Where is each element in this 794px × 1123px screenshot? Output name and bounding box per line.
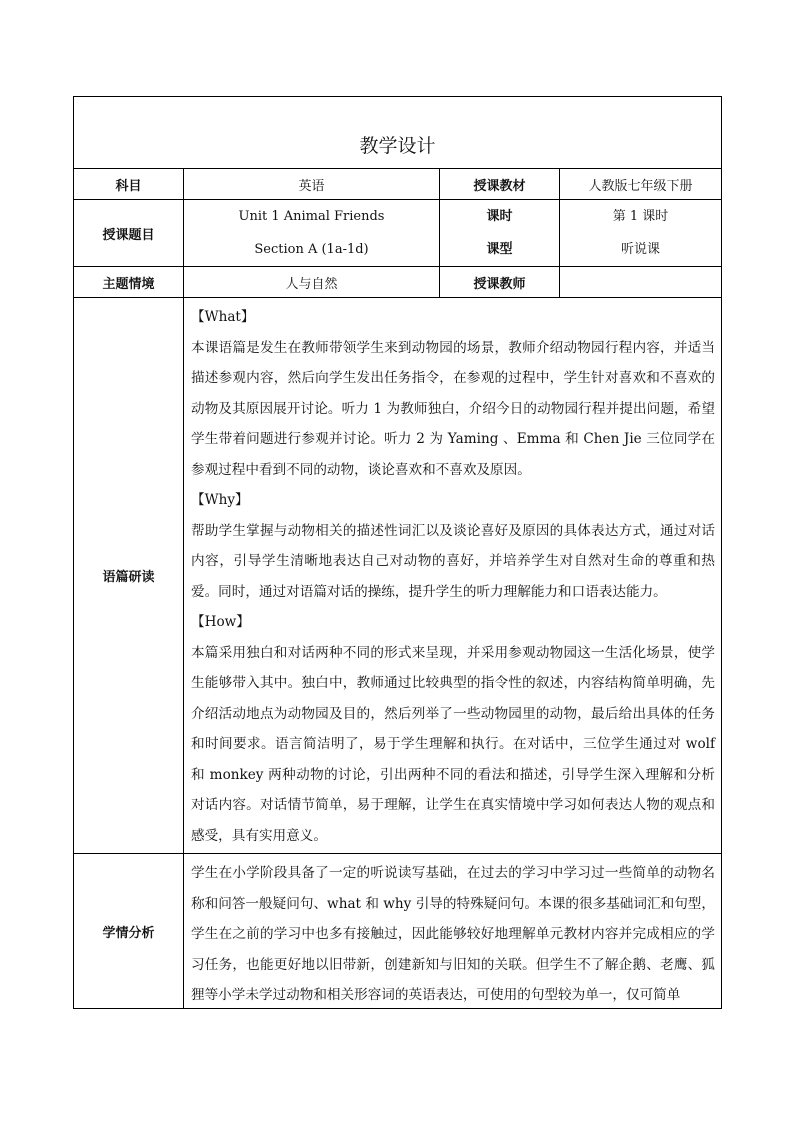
period-value: 第 1 课时 [612,209,669,224]
theme-label: 主题情境 [74,267,184,298]
learner-analysis-content [184,854,722,1009]
subject-value: 英语 [184,169,440,200]
period-type-labels [440,200,560,267]
why-paragraph: 帮助学生掌握与动物相关的描述性词汇以及谈论喜好及原因的具体表达方式，通过对话内容，引导学生清晰地表达自己对动物的喜好，并培养学生对自然对生命的尊重和热爱。同时，通过对语篇对话的操练，提升学生的听力理解能力和口语表达能力。 [191,522,716,600]
lesson-plan-table [73,96,722,1009]
topic-label: 授课题目 [74,200,184,267]
period-type-values [560,200,722,267]
what-paragraph: 本课语篇是发生在教师带领学生来到动物园的场景，教师介绍动物园行程内容，并适当描述参观内容，然后向学生发出任务指令，在参观的过程中，学生针对喜欢和不喜欢的动物及其原因展开讨论。听力 1 为教师独白，介绍今日的动物园行程并提出问题，希望学生带着问题进行参观并讨论。听力 2 为 Yaming 、Emma 和 Chen Jie 三位同学在参观过程中看到不同的动物，谈论喜欢和不喜欢及原因。 [191,339,716,478]
teacher-label: 授课教师 [440,267,560,298]
text-study-content [184,298,722,854]
text-study-label: 语篇研读 [74,298,184,854]
why-heading: 【Why】 [191,492,249,508]
topic-line-1: Unit 1 Animal Friends [238,209,385,224]
how-paragraph: 本篇采用独白和对话两种不同的形式来呈现，并采用参观动物园这一生活化场景，使学生能够带入其中。独白中，教师通过比较典型的指令性的叙述，内容结构简单明确，先介绍活动地点为动物园及目的，然后列举了一些动物园里的动物，最后给出具体的任务和时间要求。语言简洁明了，易于学生理解和执行。在对话中，三位学生通过对 wolf 和 monkey 两种动物的讨论，引出两种不同的看法和描述，引导学生深入理解和分析对话内容。对话情节简单，易于理解，让学生在真实情境中学习如何表达人物的观点和感受，具有实用意义。 [191,644,716,844]
type-label: 课型 [486,242,513,257]
subject-label: 科目 [74,169,184,200]
learner-analysis-paragraph: 学生在小学阶段具备了一定的听说读写基础，在过去的学习中学习过一些简单的动物名称和问答一般疑问句、what 和 why 引导的特殊疑问句。本课的很多基础词汇和句型，学生在之前的学习中也多有接触过，因此能够较好地理解单元教材内容并完成相应的学习任务，也能更好地以旧带新，创建新知与旧知的关联。但学生不了解企鹅、老鹰、狐狸等小学未学过动物和相关形容词的英语表达，可使用的句型较为单一，仅可简单 [191,865,716,1003]
type-value: 听说课 [621,242,661,257]
page-title: 教学设计 [74,97,722,169]
textbook-value: 人教版七年级下册 [560,169,722,200]
how-heading: 【How】 [191,614,250,630]
topic-value [184,200,440,267]
teacher-value [560,267,722,298]
theme-value: 人与自然 [184,267,440,298]
learner-analysis-label: 学情分析 [74,854,184,1009]
topic-line-2: Section A (1a-1d) [254,242,369,257]
textbook-label: 授课教材 [440,169,560,200]
period-label: 课时 [486,209,513,224]
what-heading: 【What】 [191,309,255,325]
